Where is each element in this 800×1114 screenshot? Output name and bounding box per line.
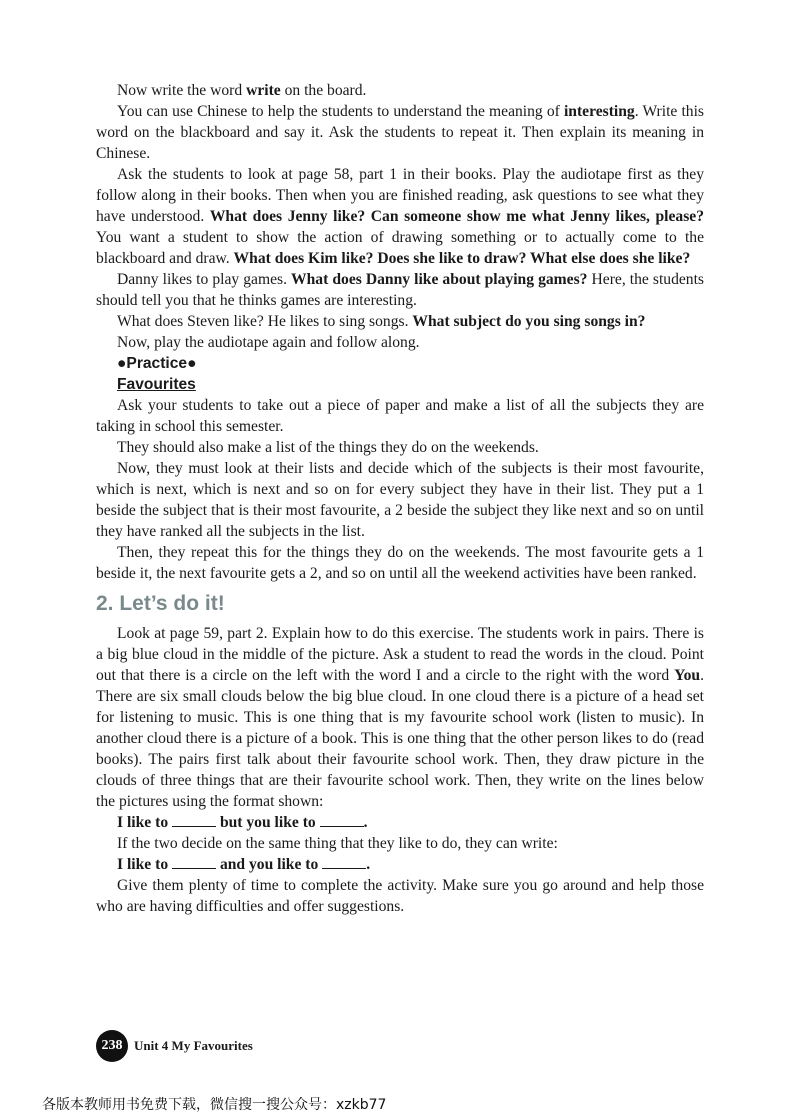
paragraph: Now write the word write on the board. bbox=[117, 82, 367, 99]
blank-line bbox=[322, 854, 366, 869]
paragraph: Now, play the audiotape again and follow along. bbox=[117, 334, 420, 351]
blank-line bbox=[320, 812, 364, 827]
paragraph: Ask your students to take out a piece of paper and make a list of all the subjects they are taking in school this semester. bbox=[96, 397, 704, 435]
practice-heading: ●Practice● bbox=[117, 355, 197, 372]
format-line: I like to and you like to . bbox=[117, 856, 371, 873]
unit-label: Unit 4 My Favourites bbox=[134, 1038, 253, 1053]
paragraph: You can use Chinese to help the students to understand the meaning of interesting. Write this word on the blackboard and say it. Ask the students to repeat it. Then explain its meaning in Chinese. bbox=[96, 103, 704, 162]
page-number: 238 bbox=[96, 1030, 128, 1062]
paragraph: If the two decide on the same thing that they like to do, they can write: bbox=[117, 835, 558, 852]
watermark-text: 各版本教师用书免费下载，微信搜一搜公众号：xzkb77 bbox=[42, 1097, 387, 1113]
blank-line bbox=[172, 812, 216, 827]
paragraph: What does Steven like? He likes to sing songs. What subject do you sing songs in? bbox=[117, 313, 646, 330]
paragraph: Give them plenty of time to complete the activity. Make sure you go around and help those who are having difficulties and offer suggestions. bbox=[96, 877, 704, 915]
page-footer bbox=[96, 1030, 253, 1062]
favourites-heading: Favourites bbox=[117, 376, 196, 393]
section-title: 2. Let’s do it! bbox=[96, 592, 225, 615]
paragraph: Danny likes to play games. What does Danny like about playing games? Here, the students should tell you that he thinks games are interesting. bbox=[96, 271, 705, 309]
page-body bbox=[96, 80, 704, 917]
paragraph: Ask the students to look at page 58, part 1 in their books. Play the audiotape first as they follow along in their books. Then when you are finished reading, ask questions to see what they have understood. What does Jenny like? Can someone show me what Jenny likes, please? You want a student to show the action of drawing something or to actually come to the blackboard and draw. What does Kim like? Does she like to draw? What else does she like? bbox=[96, 166, 705, 267]
paragraph: Now, they must look at their lists and decide which of the subjects is their most favourite, which is next, which is next and so on for every subject they have in their list. They put a 1 beside the subject that is their most favourite, a 2 beside the subject they like next and so on until they have ranked all the subjects in the list. bbox=[96, 460, 704, 540]
paragraph: Look at page 59, part 2. Explain how to do this exercise. The students work in pairs. There is a big blue cloud in the middle of the picture. Ask a student to read the words in the cloud. Point out that there is a circle on the left with the word I and a circle to the right with the word You. There are six small clouds below the big blue cloud. In one cloud there is a picture of a head set for listening to music. This is one thing that is my favourite school work (listen to music). In another cloud there is a picture of a book. This is one thing that the other person likes to do (read books). The pairs first talk about their favourite school work. Then, they draw picture in the clouds of three things that are their favourite school work. Then, they write on the lines below the pictures using the format shown: bbox=[96, 625, 704, 810]
paragraph: They should also make a list of the things they do on the weekends. bbox=[117, 439, 539, 456]
paragraph: Then, they repeat this for the things they do on the weekends. The most favourite gets a 1 beside it, the next favourite gets a 2, and so on until all the weekend activities have been ranked. bbox=[96, 544, 704, 582]
blank-line bbox=[172, 854, 216, 869]
format-line: I like to but you like to . bbox=[117, 814, 368, 831]
